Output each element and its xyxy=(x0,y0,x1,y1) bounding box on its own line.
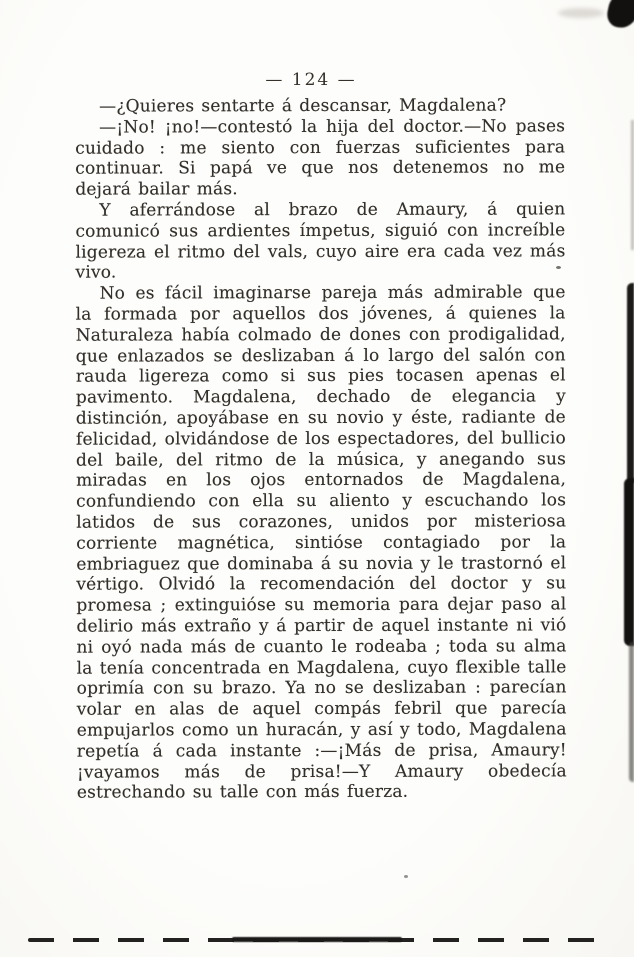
paragraph-narrative-1: Y aferrándose al brazo de Amaury, á quien comunicó sus ardientes ímpetus, siguió con increíble ligereza el ritmo del vals, cuyo aire era cada vez más vivo. xyxy=(75,199,566,284)
scan-streak-right-edge-lower xyxy=(629,642,634,782)
scan-streak-right-edge-upper xyxy=(627,283,634,483)
scan-dashed-line-bottom-dark-segment xyxy=(232,937,402,942)
paragraph-dialog-1: —¿Quieres sentarte á descansar, Magdalena? xyxy=(99,95,507,117)
text-block xyxy=(75,95,567,803)
scan-streak-right-edge-middle xyxy=(624,478,634,646)
scan-smudge-top-faint xyxy=(558,8,604,18)
paragraph-dialog-2: —¡No! ¡no!—contestó la hija del doctor.—No pases cuidado : me siento con fuerzas suficientes para continuar. Si papá ve que nos detenemos no me dejará bailar más. xyxy=(75,116,566,200)
scan-smudge-top-right-corner xyxy=(605,0,634,31)
paragraph-narrative-2: No es fácil imaginarse pareja más admirable que la formada por aquellos dos jóvenes, á quienes la Naturaleza había colmado de dones con prodigalidad, que enlazados se deslizaban á lo largo del salón con rauda ligereza como si sus pies tocasen apenas el pavimento. Magdalena, dechado de elegancia y distinción, apoyábase en su novio y éste, radiante de felicidad, olvidándose de los espectadores, del bullicio del baile, del ritmo de la música, y anegando sus miradas en los ojos entornados de Magdalena, confundiendo con ella su aliento y escuchando los latidos de sus corazones, unidos por misteriosa corriente magnética, sintióse contagiado por la embriaguez que dominaba á su novia y le trastornó el vértigo. Olvidó la recomendación del doctor y su promesa ; extinguióse su memoria para dejar paso al delirio más extraño y á partir de aquel instante ni vió ni oyó nada más de cuanto le rodeaba ; toda su alma la tenía concentrada en Magdalena, cuyo flexible talle oprimía con su brazo. Ya no se deslizaban : parecían volar en alas de aquel compás febril que parecía empujarlos como un huracán, y así y todo, Magdalena repetía á cada instante :—¡Más de prisa, Amaury! ¡vayamos más de prisa!—Y Amaury obedecía estrechando su talle con más fuerza. xyxy=(75,282,567,803)
scan-speck-lower xyxy=(404,875,408,878)
page-number: — 124 — xyxy=(265,70,357,90)
